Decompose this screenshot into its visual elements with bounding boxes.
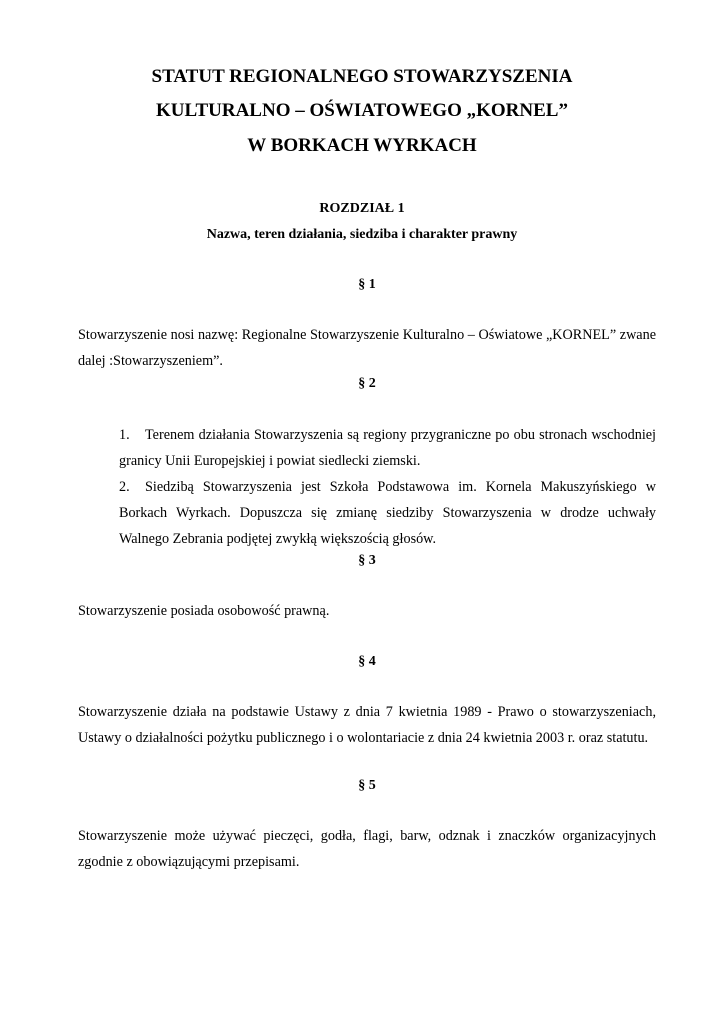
section-2-item-1 (119, 422, 656, 474)
section-2-sign: § 2 (358, 376, 376, 391)
list-item-text: Terenem działania Stowarzyszenia są regiony przygraniczne po obu stronach wschodniej granicy Unii Europejskiej i powiat siedlecki ziemski. (119, 427, 656, 469)
section-3-text: Stowarzyszenie posiada osobowość prawną. (78, 603, 330, 619)
section-4-text: Stowarzyszenie działa na podstawie Ustawy z dnia 7 kwietnia 1989 - Prawo o stowarzyszeniach, Ustawy o działalności pożytku publicznego i o wolontariacie z dnia 24 kwietnia 2003 r. oraz statutu. (78, 704, 656, 746)
list-item-number: 2. (119, 479, 130, 495)
section-4-sign: § 4 (358, 654, 376, 669)
list-item-number: 1. (119, 427, 130, 443)
document-title-line-3: W BORKACH WYRKACH (247, 135, 477, 156)
section-1-sign: § 1 (358, 277, 376, 292)
section-1-text: Stowarzyszenie nosi nazwę: Regionalne Stowarzyszenie Kulturalno – Oświatowe „KORNEL” zwane dalej :Stowarzyszeniem”. (78, 327, 656, 369)
list-item-text: Siedzibą Stowarzyszenia jest Szkoła Podstawowa im. Kornela Makuszyńskiego w Borkach Wyrkach. Dopuszcza się zmianę siedziby Stowarzyszenia w drodze uchwały Walnego Zebrania podjętej zwykłą większością głosów. (119, 479, 656, 547)
document-title-line-2: KULTURALNO – OŚWIATOWEGO „KORNEL” (156, 100, 568, 121)
chapter-subheading: Nazwa, teren działania, siedziba i charakter prawny (206, 227, 518, 242)
section-5-sign: § 5 (358, 778, 376, 793)
chapter-heading: ROZDZIAŁ 1 (319, 201, 405, 216)
section-3-sign: § 3 (358, 553, 376, 568)
document-title-line-1: STATUT REGIONALNEGO STOWARZYSZENIA (151, 66, 573, 87)
section-2-item-2 (119, 474, 656, 552)
section-5-text: Stowarzyszenie może używać pieczęci, godła, flagi, barw, odznak i znaczków organizacyjnych zgodnie z obowiązującymi przepisami. (78, 828, 656, 870)
